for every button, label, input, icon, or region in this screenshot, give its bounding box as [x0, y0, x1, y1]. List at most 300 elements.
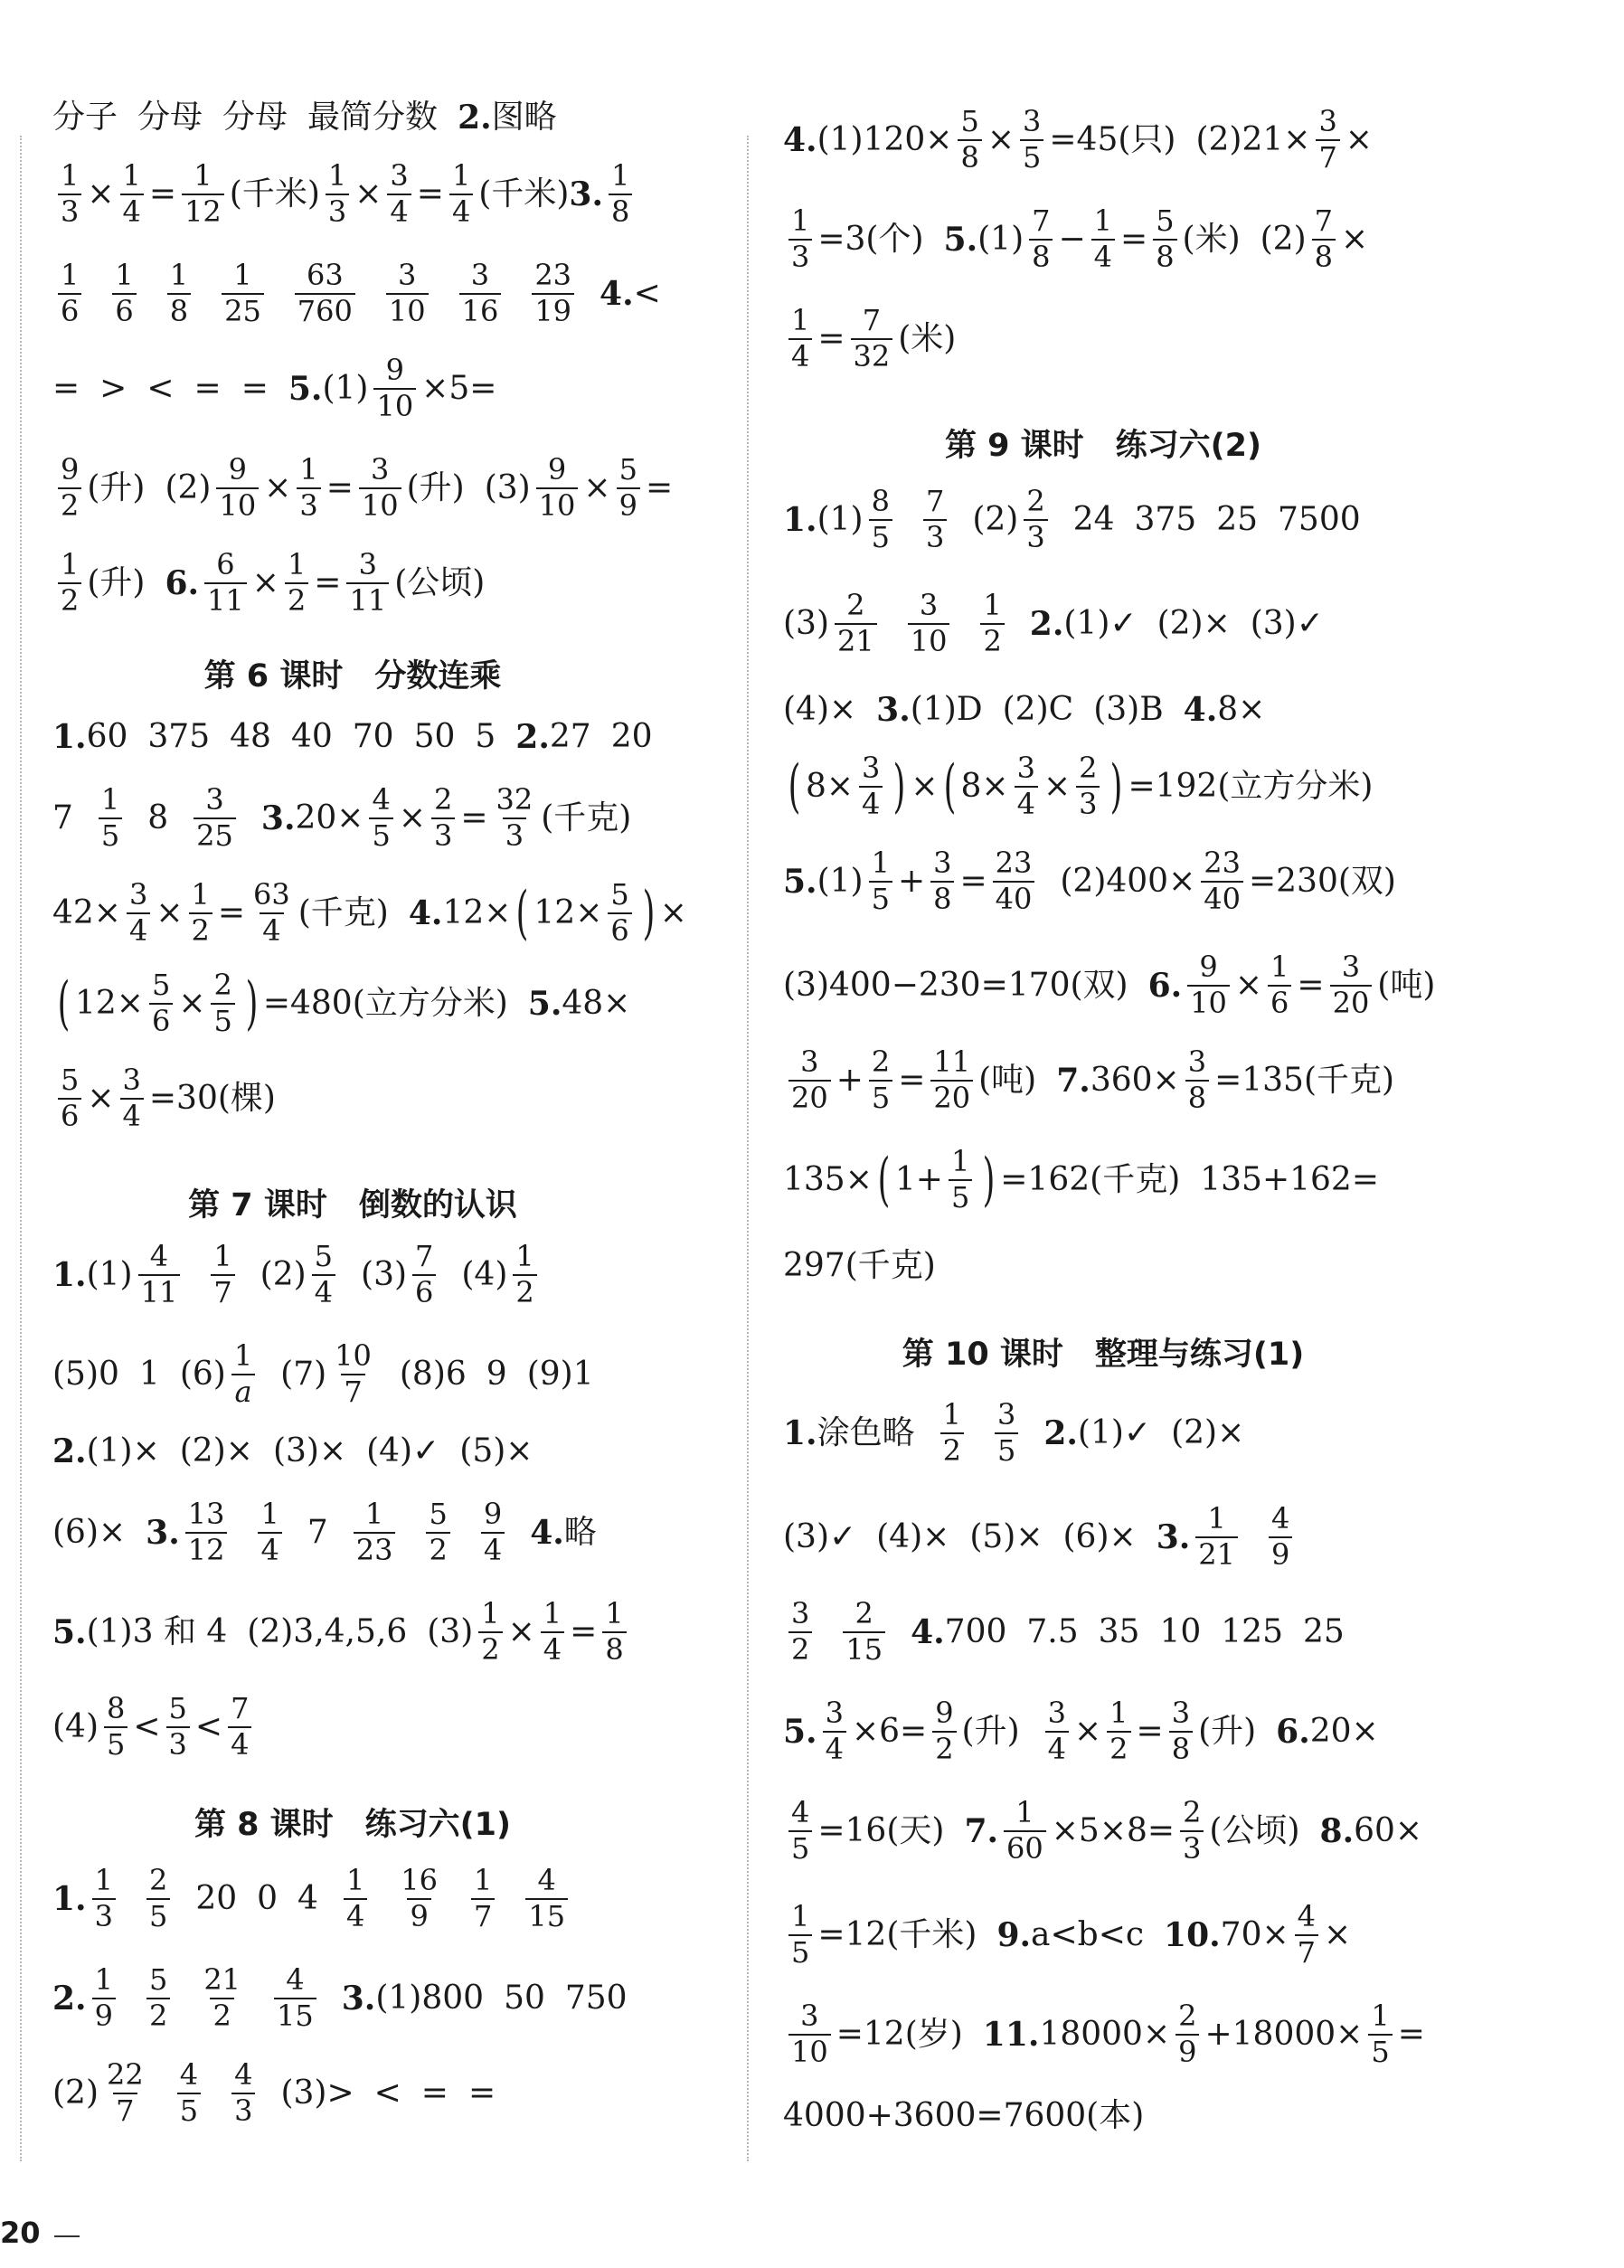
- fraction: [1180, 1795, 1204, 1866]
- answer-text: (公顷): [1209, 1812, 1300, 1849]
- answer-text: 40: [290, 718, 333, 755]
- answer-text: 0: [99, 1356, 119, 1393]
- numerator: 3: [390, 158, 409, 194]
- answer-text: ✓: [412, 1432, 440, 1469]
- fraction: [373, 355, 416, 421]
- fraction: [146, 1962, 170, 2033]
- numerator: 3: [122, 1063, 141, 1098]
- denominator: 2: [285, 582, 308, 617]
- numerator: 1: [327, 158, 347, 194]
- fraction: [541, 1596, 564, 1667]
- fraction: [823, 1698, 846, 1764]
- answer-text: ×: [398, 799, 426, 836]
- fraction: [1269, 1501, 1292, 1572]
- denominator: 7: [211, 1274, 234, 1309]
- answer-text: ×: [178, 985, 206, 1022]
- answer-text: 700: [944, 1613, 1007, 1650]
- denominator: 2: [478, 1631, 502, 1666]
- numerator: 3: [205, 782, 224, 817]
- denominator: 2: [58, 582, 81, 617]
- numerator: 7: [415, 1239, 434, 1274]
- numerator: 5: [168, 1691, 187, 1726]
- numerator: 3: [371, 452, 390, 487]
- denominator: 4: [387, 194, 411, 228]
- answer-text: (8): [399, 1356, 446, 1393]
- answer-text: 1: [138, 1356, 160, 1393]
- answer-text: 70: [352, 718, 394, 755]
- numerator: 7: [231, 1691, 250, 1726]
- answer-text: =: [645, 469, 674, 506]
- denominator: 8: [1185, 1080, 1209, 1114]
- answer-text: =: [314, 564, 342, 601]
- fraction: [1316, 104, 1339, 175]
- denominator: 2: [932, 1731, 956, 1765]
- numerator: 3: [825, 1696, 844, 1731]
- answer-text: (1): [86, 1256, 133, 1293]
- denominator: 6: [1268, 985, 1291, 1019]
- denominator: 4: [823, 1731, 846, 1765]
- answer-text: ✓: [1296, 605, 1324, 642]
- answer-text: =: [817, 320, 845, 357]
- denominator: 760: [295, 293, 355, 327]
- denominator: 8: [1153, 239, 1176, 273]
- numerator: 7: [862, 303, 882, 338]
- answer-text: ✓: [1123, 1414, 1152, 1451]
- denominator: 3: [326, 194, 349, 228]
- answer-text: (升): [1198, 1713, 1257, 1750]
- fraction: [1187, 952, 1230, 1018]
- denominator: 9: [1269, 1536, 1292, 1571]
- answer-text: =192(立方分米): [1128, 768, 1374, 805]
- right-paren: ): [245, 970, 259, 1037]
- answer-text: 6: [445, 1356, 467, 1393]
- answer-text: =12(岁): [836, 2016, 963, 2053]
- answer-text: +: [836, 1062, 864, 1099]
- fraction: [58, 452, 81, 523]
- answer-text: 25: [1303, 1613, 1345, 1650]
- answer-text: (2): [1260, 221, 1307, 258]
- numerator: 1: [233, 258, 252, 293]
- answer-text: (3): [484, 469, 531, 506]
- answer-text: 4.: [530, 1514, 564, 1552]
- answer-text: 2.: [1029, 605, 1064, 643]
- fraction: [788, 1795, 812, 1866]
- answer-text: 27: [549, 718, 591, 755]
- numerator: 1: [260, 1497, 279, 1532]
- answer-text: ×: [1234, 967, 1263, 1004]
- answer-text: ×: [1074, 1713, 1102, 1750]
- fraction: [932, 1698, 956, 1764]
- answer-text: 12×: [533, 894, 603, 931]
- answer-text: 60×: [1354, 1812, 1423, 1849]
- denominator: 3: [923, 519, 947, 553]
- answer-text: 5.: [288, 370, 323, 408]
- numerator: 1: [791, 1899, 810, 1934]
- numerator: 3: [1318, 104, 1337, 139]
- answer-text: =: [570, 1613, 598, 1650]
- answer-text: ×5=: [421, 370, 497, 407]
- fraction: [459, 260, 502, 326]
- denominator: 2: [58, 487, 81, 522]
- denominator: 5: [177, 2093, 201, 2127]
- fraction: [127, 877, 150, 948]
- answer-text: >: [326, 2074, 354, 2112]
- fraction: [120, 158, 144, 229]
- answer-text: =12(千米): [817, 1916, 977, 1953]
- fraction: [166, 1691, 190, 1762]
- denominator: 5: [104, 1726, 127, 1761]
- answer-text: ×: [659, 894, 687, 931]
- answer-text: =135(千克): [1214, 1062, 1395, 1099]
- answer-text: (吨): [1377, 967, 1436, 1004]
- denominator: 3: [788, 239, 812, 273]
- fraction: [1107, 1698, 1130, 1764]
- denominator: 9: [617, 487, 640, 522]
- answer-line: [783, 1899, 1351, 1971]
- answer-text: 375: [1134, 501, 1197, 538]
- fraction: [194, 782, 236, 853]
- numerator: 13: [187, 1497, 225, 1532]
- left-paren: (: [57, 970, 71, 1037]
- answer-text: 4.: [783, 121, 817, 159]
- section-heading: 第 6 课时 分数连乘: [203, 658, 502, 695]
- answer-text: 5.: [527, 985, 562, 1023]
- numerator: 3: [128, 877, 148, 912]
- section-heading: 第 8 课时 练习六(1): [194, 1807, 512, 1843]
- denominator: 3: [92, 1898, 116, 1933]
- answer-text: 分子: [52, 99, 118, 136]
- numerator: 6: [216, 547, 235, 582]
- denominator: 4: [1015, 786, 1038, 820]
- left-paren: (: [788, 753, 801, 820]
- numerator: 1: [605, 1596, 624, 1631]
- fraction: [1201, 848, 1243, 914]
- answer-text: 35: [1098, 1613, 1140, 1650]
- answer-text: ×: [505, 1432, 533, 1469]
- answer-text: 20: [195, 1880, 238, 1917]
- numerator: 1: [364, 1497, 384, 1532]
- answer-text: ×: [87, 175, 115, 213]
- answer-text: ×: [1109, 1518, 1137, 1555]
- denominator: 6: [112, 293, 136, 327]
- answer-line: [52, 1338, 594, 1411]
- numerator: 1: [1371, 1999, 1390, 2034]
- numerator: 3: [791, 1596, 810, 1631]
- answer-text: =: [241, 370, 269, 407]
- denominator: 9: [92, 1998, 116, 2032]
- answer-text: 60: [86, 718, 128, 755]
- answer-text: 7.: [964, 1812, 999, 1850]
- numerator: 10: [335, 1338, 372, 1374]
- answer-text: 图略: [491, 99, 557, 136]
- denominator: 5: [99, 817, 122, 852]
- fraction: [1268, 952, 1291, 1018]
- numerator: 5: [618, 452, 637, 487]
- answer-text: (1): [910, 691, 957, 728]
- answer-text: ×: [225, 1432, 253, 1469]
- fraction: [1045, 1698, 1069, 1764]
- denominator: 10: [908, 623, 950, 657]
- left-paren: (: [943, 753, 956, 820]
- denominator: 5: [788, 1934, 812, 1969]
- answer-text: ×: [583, 469, 611, 506]
- answer-text: (2): [1195, 121, 1242, 158]
- fraction: [295, 260, 355, 326]
- fraction: [58, 547, 81, 618]
- answer-text: (4): [876, 1518, 923, 1555]
- answer-text: 涂色略: [817, 1414, 915, 1451]
- fraction: [211, 1239, 234, 1309]
- answer-text: =: [1297, 967, 1325, 1004]
- numerator: 1: [61, 258, 80, 293]
- answer-line: [52, 1863, 573, 1935]
- fraction: [274, 1962, 316, 2033]
- answer-text: (3): [783, 605, 829, 642]
- section-heading: 第 9 课时 练习六(2): [944, 428, 1262, 464]
- fraction: [112, 260, 136, 326]
- answer-text: 1.: [52, 718, 87, 756]
- denominator: 20: [1330, 985, 1373, 1019]
- denominator: 40: [993, 881, 1035, 915]
- answer-text: 8: [147, 799, 169, 836]
- numerator: 1: [791, 203, 810, 239]
- fraction: [835, 588, 877, 658]
- denominator: 20: [788, 1080, 831, 1114]
- answer-text: 125: [1221, 1613, 1283, 1650]
- fraction: [1024, 484, 1047, 554]
- answer-text: (5): [459, 1432, 506, 1469]
- answer-text: (米): [898, 320, 957, 357]
- answer-text: (5): [52, 1356, 99, 1393]
- column-divider: [747, 136, 749, 2161]
- answer-text: =: [1397, 2016, 1425, 2053]
- answer-text: =: [52, 370, 80, 407]
- fraction: [788, 2001, 831, 2067]
- fraction: [1176, 2001, 1199, 2067]
- numerator: 63: [253, 877, 290, 912]
- answer-text: 20×: [1309, 1713, 1379, 1750]
- numerator: 1: [1015, 1795, 1034, 1830]
- fraction: [859, 753, 883, 819]
- denominator: 5: [869, 519, 892, 553]
- numerator: 5: [610, 877, 629, 912]
- numerator: 5: [960, 104, 979, 139]
- denominator: 4: [481, 1532, 505, 1566]
- fraction: [869, 1044, 892, 1115]
- answer-text: ×: [87, 1080, 115, 1117]
- denominator: 2: [426, 1532, 449, 1566]
- fraction: [1185, 1044, 1209, 1115]
- denominator: a: [231, 1374, 254, 1408]
- denominator: 3: [1024, 519, 1047, 553]
- denominator: 4: [258, 1532, 281, 1566]
- fraction: [532, 260, 574, 326]
- numerator: 2: [1079, 751, 1098, 786]
- numerator: 1: [194, 158, 212, 194]
- numerator: 3: [1187, 1044, 1207, 1080]
- fraction: [1195, 1501, 1238, 1572]
- answer-text: (5): [969, 1518, 1016, 1555]
- answer-text: 8×: [805, 768, 854, 805]
- answer-text: 2.: [52, 1432, 87, 1470]
- answer-line: [52, 1962, 628, 2035]
- fraction: [386, 260, 429, 326]
- numerator: 3: [1171, 1696, 1191, 1731]
- numerator: 2: [148, 1863, 168, 1898]
- answer-line: [52, 1497, 597, 1569]
- answer-text: ×: [829, 691, 857, 728]
- answer-text: 750: [564, 1980, 628, 2017]
- fraction: [182, 158, 224, 229]
- denominator: 10: [216, 487, 259, 522]
- denominator: 4: [541, 1631, 564, 1666]
- denominator: 3: [1180, 1830, 1204, 1865]
- denominator: 5: [1020, 139, 1043, 174]
- answer-text: 3,4,5,6: [293, 1613, 408, 1650]
- answer-text: 3.: [876, 691, 911, 729]
- fraction: [185, 1499, 228, 1565]
- answer-text: 360×: [1090, 1062, 1180, 1099]
- denominator: 6: [608, 912, 631, 947]
- fraction: [228, 1691, 251, 1762]
- answer-text: 4.: [1183, 691, 1218, 729]
- answer-text: 最简分数: [307, 99, 439, 136]
- answer-text: =: [1136, 1713, 1164, 1750]
- answer-text: (2): [1060, 863, 1107, 900]
- denominator: 7: [341, 1374, 364, 1408]
- denominator: 2: [980, 623, 1004, 657]
- fraction: [332, 1338, 374, 1409]
- answer-text: =: [148, 175, 177, 213]
- answer-text: 4.: [408, 894, 443, 932]
- answer-text: ×: [1345, 121, 1373, 158]
- fraction: [231, 1338, 255, 1409]
- answer-text: ×: [318, 1432, 347, 1469]
- answer-text: 18000×: [1039, 2016, 1171, 2053]
- answer-text: 1.: [52, 1880, 87, 1918]
- answer-line: [783, 1144, 1379, 1216]
- fraction: [146, 1863, 170, 1933]
- answer-text: 800: [421, 1980, 485, 2017]
- answer-text: 3.: [1156, 1518, 1191, 1556]
- answer-line: [783, 1501, 1298, 1573]
- numerator: 1: [1207, 1501, 1226, 1536]
- answer-text: (3): [427, 1613, 474, 1650]
- fraction: [359, 452, 401, 523]
- numerator: 3: [919, 588, 939, 623]
- fraction: [1295, 1899, 1318, 1970]
- answer-text: ×: [1341, 221, 1369, 258]
- denominator: 5: [369, 817, 392, 852]
- numerator: 1: [950, 1144, 970, 1179]
- fraction: [617, 452, 640, 523]
- answer-text: 3.: [146, 1514, 180, 1552]
- numerator: 2: [1183, 1795, 1202, 1830]
- answer-text: 3 和 4: [132, 1613, 228, 1650]
- answer-line: [52, 1596, 632, 1668]
- answer-text: ×: [922, 1518, 950, 1555]
- answer-text: <: [133, 1708, 161, 1745]
- denominator: 8: [1029, 239, 1053, 273]
- denominator: 10: [788, 2034, 831, 2068]
- answer-text: 3.: [260, 799, 296, 837]
- fraction: [908, 588, 950, 658]
- numerator: 3: [933, 846, 952, 881]
- fraction: [387, 158, 411, 229]
- answer-line: [783, 1397, 1244, 1469]
- fraction: [930, 1044, 973, 1115]
- answer-text: =45(只): [1049, 121, 1176, 158]
- numerator: 3: [1341, 950, 1361, 985]
- denominator: 7: [113, 2093, 137, 2127]
- answer-text: 3.: [569, 175, 603, 213]
- answer-text: (1): [817, 501, 864, 538]
- answer-text: =: [420, 2074, 448, 2112]
- answer-line: [783, 950, 1435, 1022]
- answer-text: 3.: [341, 1980, 376, 2018]
- denominator: 8: [930, 881, 954, 915]
- answer-text: 9.: [996, 1916, 1032, 1954]
- denominator: 4: [120, 194, 144, 228]
- numerator: 32: [496, 782, 533, 817]
- denominator: 19: [532, 293, 574, 327]
- numerator: 1: [100, 782, 120, 817]
- answer-text: 21×: [1242, 121, 1311, 158]
- fraction: [120, 1065, 144, 1131]
- page-number-dash: [54, 2235, 80, 2237]
- numerator: 1: [1093, 203, 1113, 239]
- denominator: 3: [231, 2093, 255, 2127]
- denominator: 3: [503, 817, 526, 852]
- answer-text: 50: [413, 718, 456, 755]
- numerator: 3: [862, 751, 881, 786]
- answer-text: (4): [461, 1256, 508, 1293]
- denominator: 5: [869, 1080, 892, 1114]
- fraction: [58, 260, 81, 326]
- denominator: 23: [354, 1532, 396, 1566]
- right-paren: ): [1110, 753, 1123, 820]
- numerator: 3: [1047, 1696, 1066, 1731]
- answer-text: (3): [361, 1256, 408, 1293]
- answer-text: (1): [817, 863, 864, 900]
- numerator: 1: [610, 158, 630, 194]
- answer-text: 7500: [1278, 501, 1361, 538]
- answer-line: [783, 104, 1373, 176]
- numerator: 7: [1314, 203, 1333, 239]
- answer-text: 1+: [894, 1161, 943, 1198]
- answer-text: 分母: [222, 99, 288, 136]
- numerator: 5: [429, 1497, 448, 1532]
- answer-text: =: [467, 2074, 496, 2112]
- answer-text: −: [1058, 221, 1086, 258]
- numerator: 4: [179, 2057, 199, 2093]
- fraction: [398, 1863, 440, 1933]
- denominator: 5: [949, 1179, 972, 1214]
- answer-line: [783, 1596, 1345, 1668]
- answer-text: (6): [52, 1514, 99, 1551]
- answer-text: 4: [297, 1880, 318, 1917]
- denominator: 6: [58, 293, 81, 327]
- answer-text: (9): [526, 1356, 573, 1393]
- answer-text: 4000+3600=7600(本): [783, 2097, 1145, 2134]
- answer-text: 4.: [911, 1613, 945, 1651]
- answer-text: =: [326, 469, 354, 506]
- fraction: [222, 260, 264, 326]
- answer-text: =30(棵): [148, 1080, 276, 1117]
- answer-text: C: [1048, 691, 1074, 728]
- denominator: 8: [602, 1631, 626, 1666]
- numerator: 1: [287, 547, 307, 582]
